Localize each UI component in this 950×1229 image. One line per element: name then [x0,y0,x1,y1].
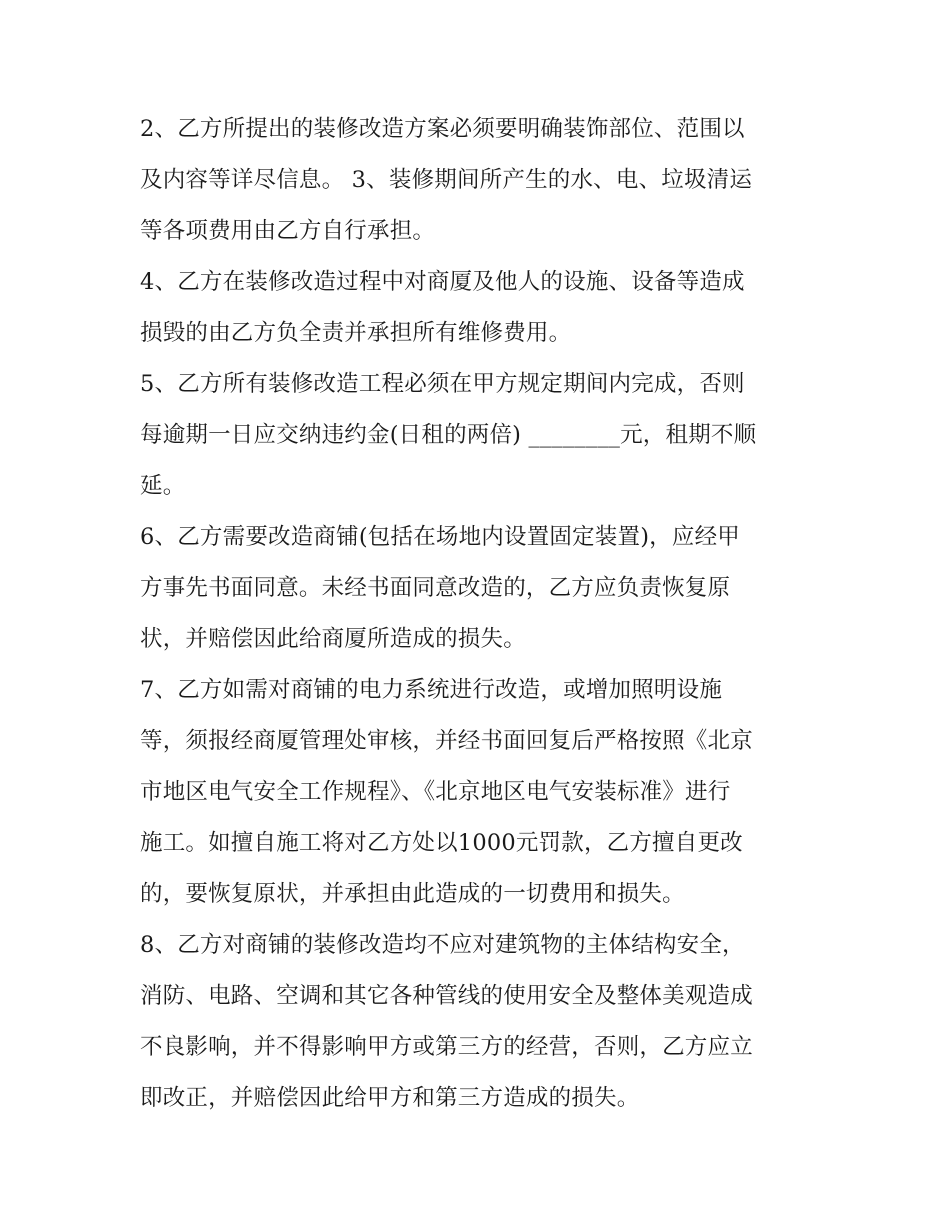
text-line: 6、乙方需要改造商铺(包括在场地内设置固定装置)，应经甲 [140,524,740,550]
text-line: 状，并赔偿因此给商厦所造成的损失。 [140,626,526,652]
document-body [140,104,830,1124]
text-line: 即改正，并赔偿因此给甲方和第三方造成的损失。 [140,1085,640,1111]
text-line: 市地区电气安全工作规程》、《北京地区电气安装标准》进行 [140,779,731,805]
text-line: 每逾期一日应交纳违约金(日租的两倍) ________元，租期不顺 [140,422,757,448]
text-line: 损毁的由乙方负全责并承担所有维修费用。 [140,320,572,346]
text-line: 8、乙方对商铺的装修改造均不应对建筑物的主体结构安全， [140,932,745,958]
text-line: 方事先书面同意。未经书面同意改造的，乙方应负责恢复原 [140,575,731,601]
text-line: 消防、电路、空调和其它各种管线的使用安全及整体美观造成 [140,983,753,1009]
text-line: 延。 [140,473,186,499]
text-line: 等各项费用由乙方自行承担。 [140,218,436,244]
text-line: 的，要恢复原状，并承担由此造成的一切费用和损失。 [140,881,685,907]
text-line: 及内容等详尽信息。 3、装修期间所产生的水、电、垃圾清运 [140,167,753,193]
text-line: 2、乙方所提出的装修改造方案必须要明确装饰部位、范围以 [140,116,745,142]
text-line: 5、乙方所有装修改造工程必须在甲方规定期间内完成，否则 [140,371,745,397]
text-line: 施工。如擅自施工将对乙方处以1000元罚款，乙方擅自更改 [140,830,743,856]
text-line: 不良影响，并不得影响甲方或第三方的经营，否则，乙方应立 [140,1034,753,1060]
text-line: 4、乙方在装修改造过程中对商厦及他人的设施、设备等造成 [140,269,745,295]
text-line: 7、乙方如需对商铺的电力系统进行改造，或增加照明设施 [140,677,723,703]
text-line: 等，须报经商厦管理处审核，并经书面回复后严格按照《北京 [140,728,753,754]
